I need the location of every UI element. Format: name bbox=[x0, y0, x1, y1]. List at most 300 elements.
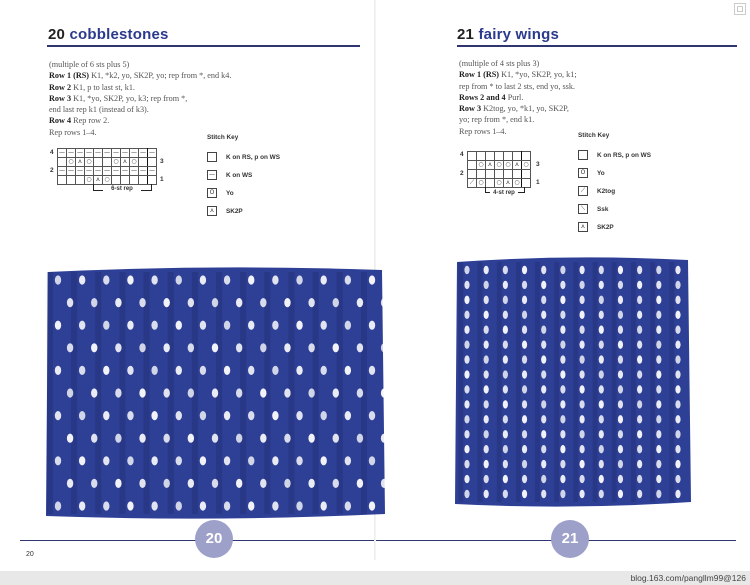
swatch-eyelet bbox=[599, 266, 604, 274]
swatch-eyelet bbox=[503, 385, 508, 393]
chart-cell: — bbox=[86, 149, 92, 156]
swatch-eyelet bbox=[484, 296, 489, 304]
swatch-eyelet bbox=[464, 340, 469, 348]
swatch-eyelet bbox=[599, 445, 604, 453]
instruction-row-label: Row 4 bbox=[49, 116, 72, 126]
swatch-eyelet bbox=[151, 321, 157, 330]
stitch-chart-21 bbox=[467, 151, 531, 188]
swatch-eyelet bbox=[357, 434, 363, 443]
swatch-eyelet bbox=[151, 456, 157, 465]
swatch-eyelet bbox=[236, 434, 242, 443]
swatch-eyelet bbox=[345, 321, 351, 330]
swatch-eyelet bbox=[308, 343, 314, 352]
swatch-eyelet bbox=[320, 456, 326, 465]
swatch-eyelet bbox=[675, 385, 680, 393]
swatch-eyelet bbox=[484, 370, 489, 378]
instruction-text: (multiple of 6 sts plus 5) bbox=[49, 60, 130, 69]
instruction-line bbox=[49, 115, 264, 126]
swatch-eyelet bbox=[560, 400, 565, 408]
swatch-rib-shadow bbox=[497, 262, 502, 502]
stitch-symbol-icon bbox=[207, 152, 217, 162]
swatch-eyelet bbox=[91, 434, 97, 443]
chart-cell: ⋏ bbox=[76, 158, 85, 167]
swatch-eyelet bbox=[656, 385, 661, 393]
swatch-eyelet bbox=[656, 445, 661, 453]
swatch-eyelet bbox=[357, 388, 363, 397]
chart-cell bbox=[495, 170, 504, 179]
swatch-eyelet bbox=[675, 460, 680, 468]
row-label: 4 bbox=[460, 151, 464, 158]
swatch-eyelet bbox=[151, 366, 157, 375]
row-label: 3 bbox=[160, 158, 164, 165]
swatch-eyelet bbox=[637, 311, 642, 319]
swatch-eyelet bbox=[224, 275, 230, 284]
chart-cell bbox=[513, 152, 522, 161]
swatch-eyelet bbox=[151, 275, 157, 284]
chart-cell: — bbox=[122, 149, 128, 156]
swatch-eyelet bbox=[79, 456, 85, 465]
swatch-eyelet bbox=[484, 475, 489, 483]
swatch-eyelet bbox=[127, 501, 133, 510]
stitch-key-label: Yo bbox=[597, 169, 605, 177]
chart-cell: ○ bbox=[104, 176, 110, 183]
swatch-eyelet bbox=[188, 343, 194, 352]
swatch-eyelet bbox=[675, 475, 680, 483]
row-label: 1 bbox=[160, 176, 164, 183]
swatch-eyelet bbox=[656, 490, 661, 498]
swatch-eyelet bbox=[599, 460, 604, 468]
swatch-eyelet bbox=[618, 281, 623, 289]
swatch-rib-shadow bbox=[535, 262, 540, 502]
swatch-eyelet bbox=[522, 475, 527, 483]
swatch-eyelet bbox=[272, 366, 278, 375]
swatch-eyelet bbox=[484, 460, 489, 468]
instruction-text: Purl. bbox=[505, 92, 524, 102]
swatch-eyelet bbox=[320, 275, 326, 284]
swatch-eyelet bbox=[200, 366, 206, 375]
swatch-eyelet bbox=[127, 321, 133, 330]
stitch-symbol-icon: — bbox=[209, 171, 215, 178]
swatch-eyelet bbox=[260, 343, 266, 352]
chart-cell bbox=[504, 170, 513, 179]
swatch-eyelet bbox=[139, 388, 145, 397]
instruction-text: K2tog, yo, *k1, yo, SK2P, bbox=[481, 104, 569, 114]
swatch-eyelet bbox=[308, 434, 314, 443]
swatch-eyelet bbox=[139, 298, 145, 307]
stitch-key-item bbox=[207, 184, 280, 202]
swatch-eyelet bbox=[484, 445, 489, 453]
swatch-eyelet bbox=[522, 326, 527, 334]
swatch-eyelet bbox=[579, 311, 584, 319]
swatch-eyelet bbox=[55, 456, 61, 465]
instruction-text: end last rep k1 (instead of k3). bbox=[49, 105, 149, 115]
swatch-eyelet bbox=[579, 415, 584, 423]
instructions-20 bbox=[49, 59, 264, 138]
swatch-eyelet bbox=[484, 326, 489, 334]
chart-cell: ○ bbox=[86, 176, 92, 183]
swatch-eyelet bbox=[91, 479, 97, 488]
swatch-eyelet bbox=[618, 340, 623, 348]
swatch-eyelet bbox=[522, 266, 527, 274]
swatch-eyelet bbox=[560, 385, 565, 393]
swatch-eyelet bbox=[541, 311, 546, 319]
chart-cell: ⋏ bbox=[504, 179, 513, 188]
stitch-key-label: K2tog bbox=[597, 187, 616, 195]
swatch-eyelet bbox=[618, 326, 623, 334]
swatch-eyelet bbox=[464, 266, 469, 274]
swatch-eyelet bbox=[579, 326, 584, 334]
pattern-number: 20 bbox=[48, 26, 66, 43]
instruction-line bbox=[49, 59, 264, 70]
swatch-eyelet bbox=[675, 296, 680, 304]
chart-cell bbox=[504, 152, 513, 161]
swatch-rib-shadow bbox=[650, 262, 655, 502]
chart-cell bbox=[58, 158, 67, 167]
swatch-eyelet bbox=[67, 388, 73, 397]
swatch-eyelet bbox=[675, 490, 680, 498]
swatch-eyelet bbox=[656, 296, 661, 304]
chart-cell bbox=[513, 170, 522, 179]
swatch-eyelet bbox=[381, 479, 387, 488]
swatch-eyelet bbox=[224, 321, 230, 330]
chart-cell: — bbox=[59, 167, 65, 174]
swatch-eyelet bbox=[369, 321, 375, 330]
swatch-eyelet bbox=[115, 388, 121, 397]
swatch-eyelet bbox=[224, 501, 230, 510]
swatch-eyelet bbox=[618, 311, 623, 319]
swatch-eyelet bbox=[163, 479, 169, 488]
swatch-eyelet bbox=[188, 479, 194, 488]
swatch-eyelet bbox=[560, 355, 565, 363]
instruction-line bbox=[459, 114, 674, 125]
chart-cell: — bbox=[140, 149, 146, 156]
swatch-eyelet bbox=[618, 355, 623, 363]
swatch-eyelet bbox=[599, 400, 604, 408]
swatch-eyelet bbox=[522, 415, 527, 423]
swatch-eyelet bbox=[176, 321, 182, 330]
swatch-eyelet bbox=[560, 415, 565, 423]
swatch-rib-shadow bbox=[554, 262, 559, 502]
swatch-eyelet bbox=[541, 281, 546, 289]
swatch-eyelet bbox=[320, 321, 326, 330]
swatch-eyelet bbox=[541, 355, 546, 363]
pattern-name: fairy wings bbox=[478, 26, 560, 43]
swatch-eyelet bbox=[55, 275, 61, 284]
swatch-eyelet bbox=[308, 479, 314, 488]
swatch-eyelet bbox=[163, 388, 169, 397]
swatch-eyelet bbox=[369, 501, 375, 510]
swatch-eyelet bbox=[656, 415, 661, 423]
pattern-title-21 bbox=[457, 26, 559, 43]
swatch-eyelet bbox=[522, 355, 527, 363]
swatch-eyelet bbox=[236, 388, 242, 397]
chart-cell: — bbox=[140, 167, 146, 174]
swatch-eyelet bbox=[103, 456, 109, 465]
swatch-eyelet bbox=[579, 490, 584, 498]
chart-cell: ⋏ bbox=[513, 161, 522, 170]
chart-cell: — bbox=[95, 167, 101, 174]
chart-cell: — bbox=[95, 149, 101, 156]
chart-cell bbox=[486, 152, 495, 161]
swatch-eyelet bbox=[139, 434, 145, 443]
swatch-eyelet bbox=[284, 479, 290, 488]
swatch-eyelet bbox=[522, 385, 527, 393]
swatch-eyelet bbox=[345, 456, 351, 465]
swatch-eyelet bbox=[560, 281, 565, 289]
stitch-key-item bbox=[578, 218, 651, 236]
swatch-eyelet bbox=[484, 340, 489, 348]
swatch-eyelet bbox=[260, 298, 266, 307]
swatch-eyelet bbox=[675, 340, 680, 348]
stitch-key-21 bbox=[578, 132, 651, 236]
stitch-key-title: Stitch Key bbox=[207, 134, 239, 141]
swatch-eyelet bbox=[464, 296, 469, 304]
swatch-eyelet bbox=[381, 388, 387, 397]
swatch-eyelet bbox=[618, 475, 623, 483]
swatch-eyelet bbox=[656, 340, 661, 348]
swatch-eyelet bbox=[200, 501, 206, 510]
pattern-name: cobblestones bbox=[69, 26, 169, 43]
swatch-eyelet bbox=[236, 298, 242, 307]
stitch-key-item bbox=[207, 148, 280, 166]
swatch-eyelet bbox=[320, 411, 326, 420]
swatch-eyelet bbox=[579, 266, 584, 274]
swatch-eyelet bbox=[541, 430, 546, 438]
chart-cell: ○ bbox=[113, 158, 119, 165]
chart-cell: ⋏ bbox=[94, 176, 103, 185]
chart-cell: ○ bbox=[68, 158, 74, 165]
swatch-eyelet bbox=[345, 366, 351, 375]
stitch-key-label: K on WS bbox=[226, 171, 253, 179]
chart-cell bbox=[139, 158, 148, 167]
swatch-eyelet bbox=[464, 281, 469, 289]
swatch-eyelet bbox=[464, 475, 469, 483]
instruction-line bbox=[459, 92, 674, 103]
swatch-eyelet bbox=[79, 321, 85, 330]
swatch-eyelet bbox=[503, 296, 508, 304]
swatch-eyelet bbox=[357, 343, 363, 352]
swatch-eyelet bbox=[176, 366, 182, 375]
swatch-eyelet bbox=[369, 456, 375, 465]
stitch-chart-20 bbox=[57, 148, 157, 185]
swatch-eyelet bbox=[369, 275, 375, 284]
swatch-eyelet bbox=[522, 460, 527, 468]
swatch-eyelet bbox=[579, 281, 584, 289]
swatch-eyelet bbox=[675, 326, 680, 334]
stitch-symbol-icon: ⋏ bbox=[578, 222, 588, 232]
instruction-row-label: Row 3 bbox=[459, 104, 482, 114]
swatch-eyelet bbox=[115, 479, 121, 488]
swatch-eyelet bbox=[248, 275, 254, 284]
swatch-eyelet bbox=[345, 275, 351, 284]
swatch-eyelet bbox=[656, 355, 661, 363]
swatch-eyelet bbox=[560, 445, 565, 453]
swatch-eyelet bbox=[464, 385, 469, 393]
swatch-eyelet bbox=[127, 411, 133, 420]
instruction-text: (multiple of 4 sts plus 3) bbox=[459, 59, 540, 68]
pattern-title-20 bbox=[48, 26, 169, 43]
swatch-eyelet bbox=[464, 445, 469, 453]
swatch-eyelet bbox=[484, 311, 489, 319]
swatch-eyelet bbox=[675, 415, 680, 423]
swatch-eyelet bbox=[91, 388, 97, 397]
swatch-eyelet bbox=[139, 479, 145, 488]
repeat-label: 6-st rep bbox=[103, 186, 141, 192]
swatch-eyelet bbox=[637, 400, 642, 408]
stitch-key-label: SK2P bbox=[226, 207, 243, 215]
swatch-eyelet bbox=[503, 445, 508, 453]
swatch-eyelet bbox=[637, 445, 642, 453]
swatch-photo-cobblestones bbox=[42, 262, 388, 524]
swatch-eyelet bbox=[464, 430, 469, 438]
swatch-eyelet bbox=[503, 490, 508, 498]
swatch-eyelet bbox=[127, 366, 133, 375]
swatch-eyelet bbox=[212, 388, 218, 397]
swatch-eyelet bbox=[296, 501, 302, 510]
swatch-eyelet bbox=[637, 385, 642, 393]
swatch-eyelet bbox=[503, 475, 508, 483]
swatch-eyelet bbox=[248, 456, 254, 465]
swatch-eyelet bbox=[212, 434, 218, 443]
swatch-eyelet bbox=[67, 343, 73, 352]
swatch-eyelet bbox=[464, 355, 469, 363]
swatch-eyelet bbox=[55, 366, 61, 375]
instruction-row-label: Row 3 bbox=[49, 93, 72, 103]
swatch-eyelet bbox=[296, 456, 302, 465]
instruction-text: K1, p to last st, k1. bbox=[71, 82, 135, 92]
swatch-eyelet bbox=[637, 490, 642, 498]
instruction-row-label: Row 2 bbox=[49, 82, 72, 92]
swatch-eyelet bbox=[579, 460, 584, 468]
chart-cell: ○ bbox=[478, 161, 484, 168]
swatch-eyelet bbox=[560, 370, 565, 378]
swatch-eyelet bbox=[103, 411, 109, 420]
swatch-eyelet bbox=[200, 456, 206, 465]
swatch-eyelet bbox=[637, 355, 642, 363]
instruction-line bbox=[49, 104, 264, 115]
swatch-eyelet bbox=[79, 366, 85, 375]
swatch-eyelet bbox=[272, 456, 278, 465]
swatch-eyelet bbox=[103, 366, 109, 375]
swatch-eyelet bbox=[248, 411, 254, 420]
swatch-eyelet bbox=[675, 311, 680, 319]
swatch-eyelet bbox=[163, 298, 169, 307]
swatch-eyelet bbox=[260, 434, 266, 443]
swatch-eyelet bbox=[484, 281, 489, 289]
swatch-eyelet bbox=[599, 385, 604, 393]
swatch-eyelet bbox=[212, 298, 218, 307]
swatch-eyelet bbox=[560, 296, 565, 304]
stitch-key-label: Yo bbox=[226, 189, 234, 197]
swatch-eyelet bbox=[675, 355, 680, 363]
chart-cell bbox=[468, 170, 477, 179]
swatch-eyelet bbox=[464, 460, 469, 468]
swatch-eyelet bbox=[333, 298, 339, 307]
swatch-eyelet bbox=[579, 370, 584, 378]
swatch-eyelet bbox=[103, 321, 109, 330]
stitch-key-20 bbox=[207, 134, 280, 220]
swatch-eyelet bbox=[599, 281, 604, 289]
swatch-rib-shadow bbox=[516, 262, 521, 502]
repeat-label: 4-st rep bbox=[490, 189, 518, 197]
swatch-eyelet bbox=[522, 296, 527, 304]
swatch-eyelet bbox=[541, 385, 546, 393]
chart-cell: — bbox=[104, 167, 110, 174]
swatch-eyelet bbox=[464, 490, 469, 498]
chart-cell bbox=[468, 152, 477, 161]
swatch-eyelet bbox=[503, 370, 508, 378]
chart-cell: — bbox=[113, 149, 119, 156]
swatch-eyelet bbox=[115, 343, 121, 352]
pattern-badge-21: 21 bbox=[551, 520, 589, 558]
instruction-line bbox=[459, 58, 674, 69]
swatch-eyelet bbox=[127, 275, 133, 284]
chart-cell bbox=[67, 176, 76, 185]
swatch-eyelet bbox=[296, 275, 302, 284]
instruction-row-label: Row 1 (RS) bbox=[459, 70, 500, 80]
chart-cell bbox=[468, 161, 477, 170]
swatch-eyelet bbox=[656, 460, 661, 468]
swatch-eyelet bbox=[560, 430, 565, 438]
stitch-symbol-icon: O bbox=[207, 188, 217, 198]
chart-cell: ⋏ bbox=[486, 161, 495, 170]
swatch-eyelet bbox=[484, 385, 489, 393]
swatch-eyelet bbox=[503, 400, 508, 408]
swatch-eyelet bbox=[188, 388, 194, 397]
chart-cell: — bbox=[104, 149, 110, 156]
stitch-key-item bbox=[207, 202, 280, 220]
swatch-eyelet bbox=[560, 475, 565, 483]
swatch-eyelet bbox=[151, 501, 157, 510]
instruction-line bbox=[49, 93, 264, 104]
row-label: 3 bbox=[536, 161, 540, 168]
swatch-eyelet bbox=[333, 479, 339, 488]
swatch-eyelet bbox=[579, 385, 584, 393]
swatch-eyelet bbox=[163, 343, 169, 352]
swatch-eyelet bbox=[618, 296, 623, 304]
swatch-eyelet bbox=[656, 266, 661, 274]
swatch-eyelet bbox=[656, 430, 661, 438]
swatch-eyelet bbox=[579, 445, 584, 453]
chart-cell: ○ bbox=[523, 161, 529, 168]
stitch-key-item bbox=[578, 200, 651, 218]
swatch-eyelet bbox=[599, 355, 604, 363]
swatch-eyelet bbox=[579, 355, 584, 363]
swatch-eyelet bbox=[284, 298, 290, 307]
chart-cell bbox=[477, 152, 486, 161]
swatch-fabric bbox=[455, 257, 691, 506]
swatch-eyelet bbox=[541, 340, 546, 348]
instruction-line bbox=[459, 81, 674, 92]
chart-cell: ○ bbox=[478, 179, 484, 186]
instruction-text: K1, *yo, SK2P, yo, k3; rep from *, bbox=[71, 93, 188, 103]
swatch-eyelet bbox=[637, 326, 642, 334]
swatch-eyelet bbox=[541, 475, 546, 483]
swatch-eyelet bbox=[248, 366, 254, 375]
swatch-eyelet bbox=[522, 430, 527, 438]
swatch-eyelet bbox=[503, 311, 508, 319]
chart-cell bbox=[94, 158, 103, 167]
swatch-eyelet bbox=[381, 298, 387, 307]
swatch-eyelet bbox=[79, 275, 85, 284]
swatch-eyelet bbox=[560, 340, 565, 348]
swatch-eyelet bbox=[212, 479, 218, 488]
chart-cell: — bbox=[131, 167, 137, 174]
swatch-eyelet bbox=[637, 340, 642, 348]
swatch-eyelet bbox=[272, 411, 278, 420]
page-number: 20 bbox=[26, 551, 34, 558]
instruction-text: K1, *k2, yo, SK2P, yo; rep from *, end k4. bbox=[89, 71, 232, 81]
